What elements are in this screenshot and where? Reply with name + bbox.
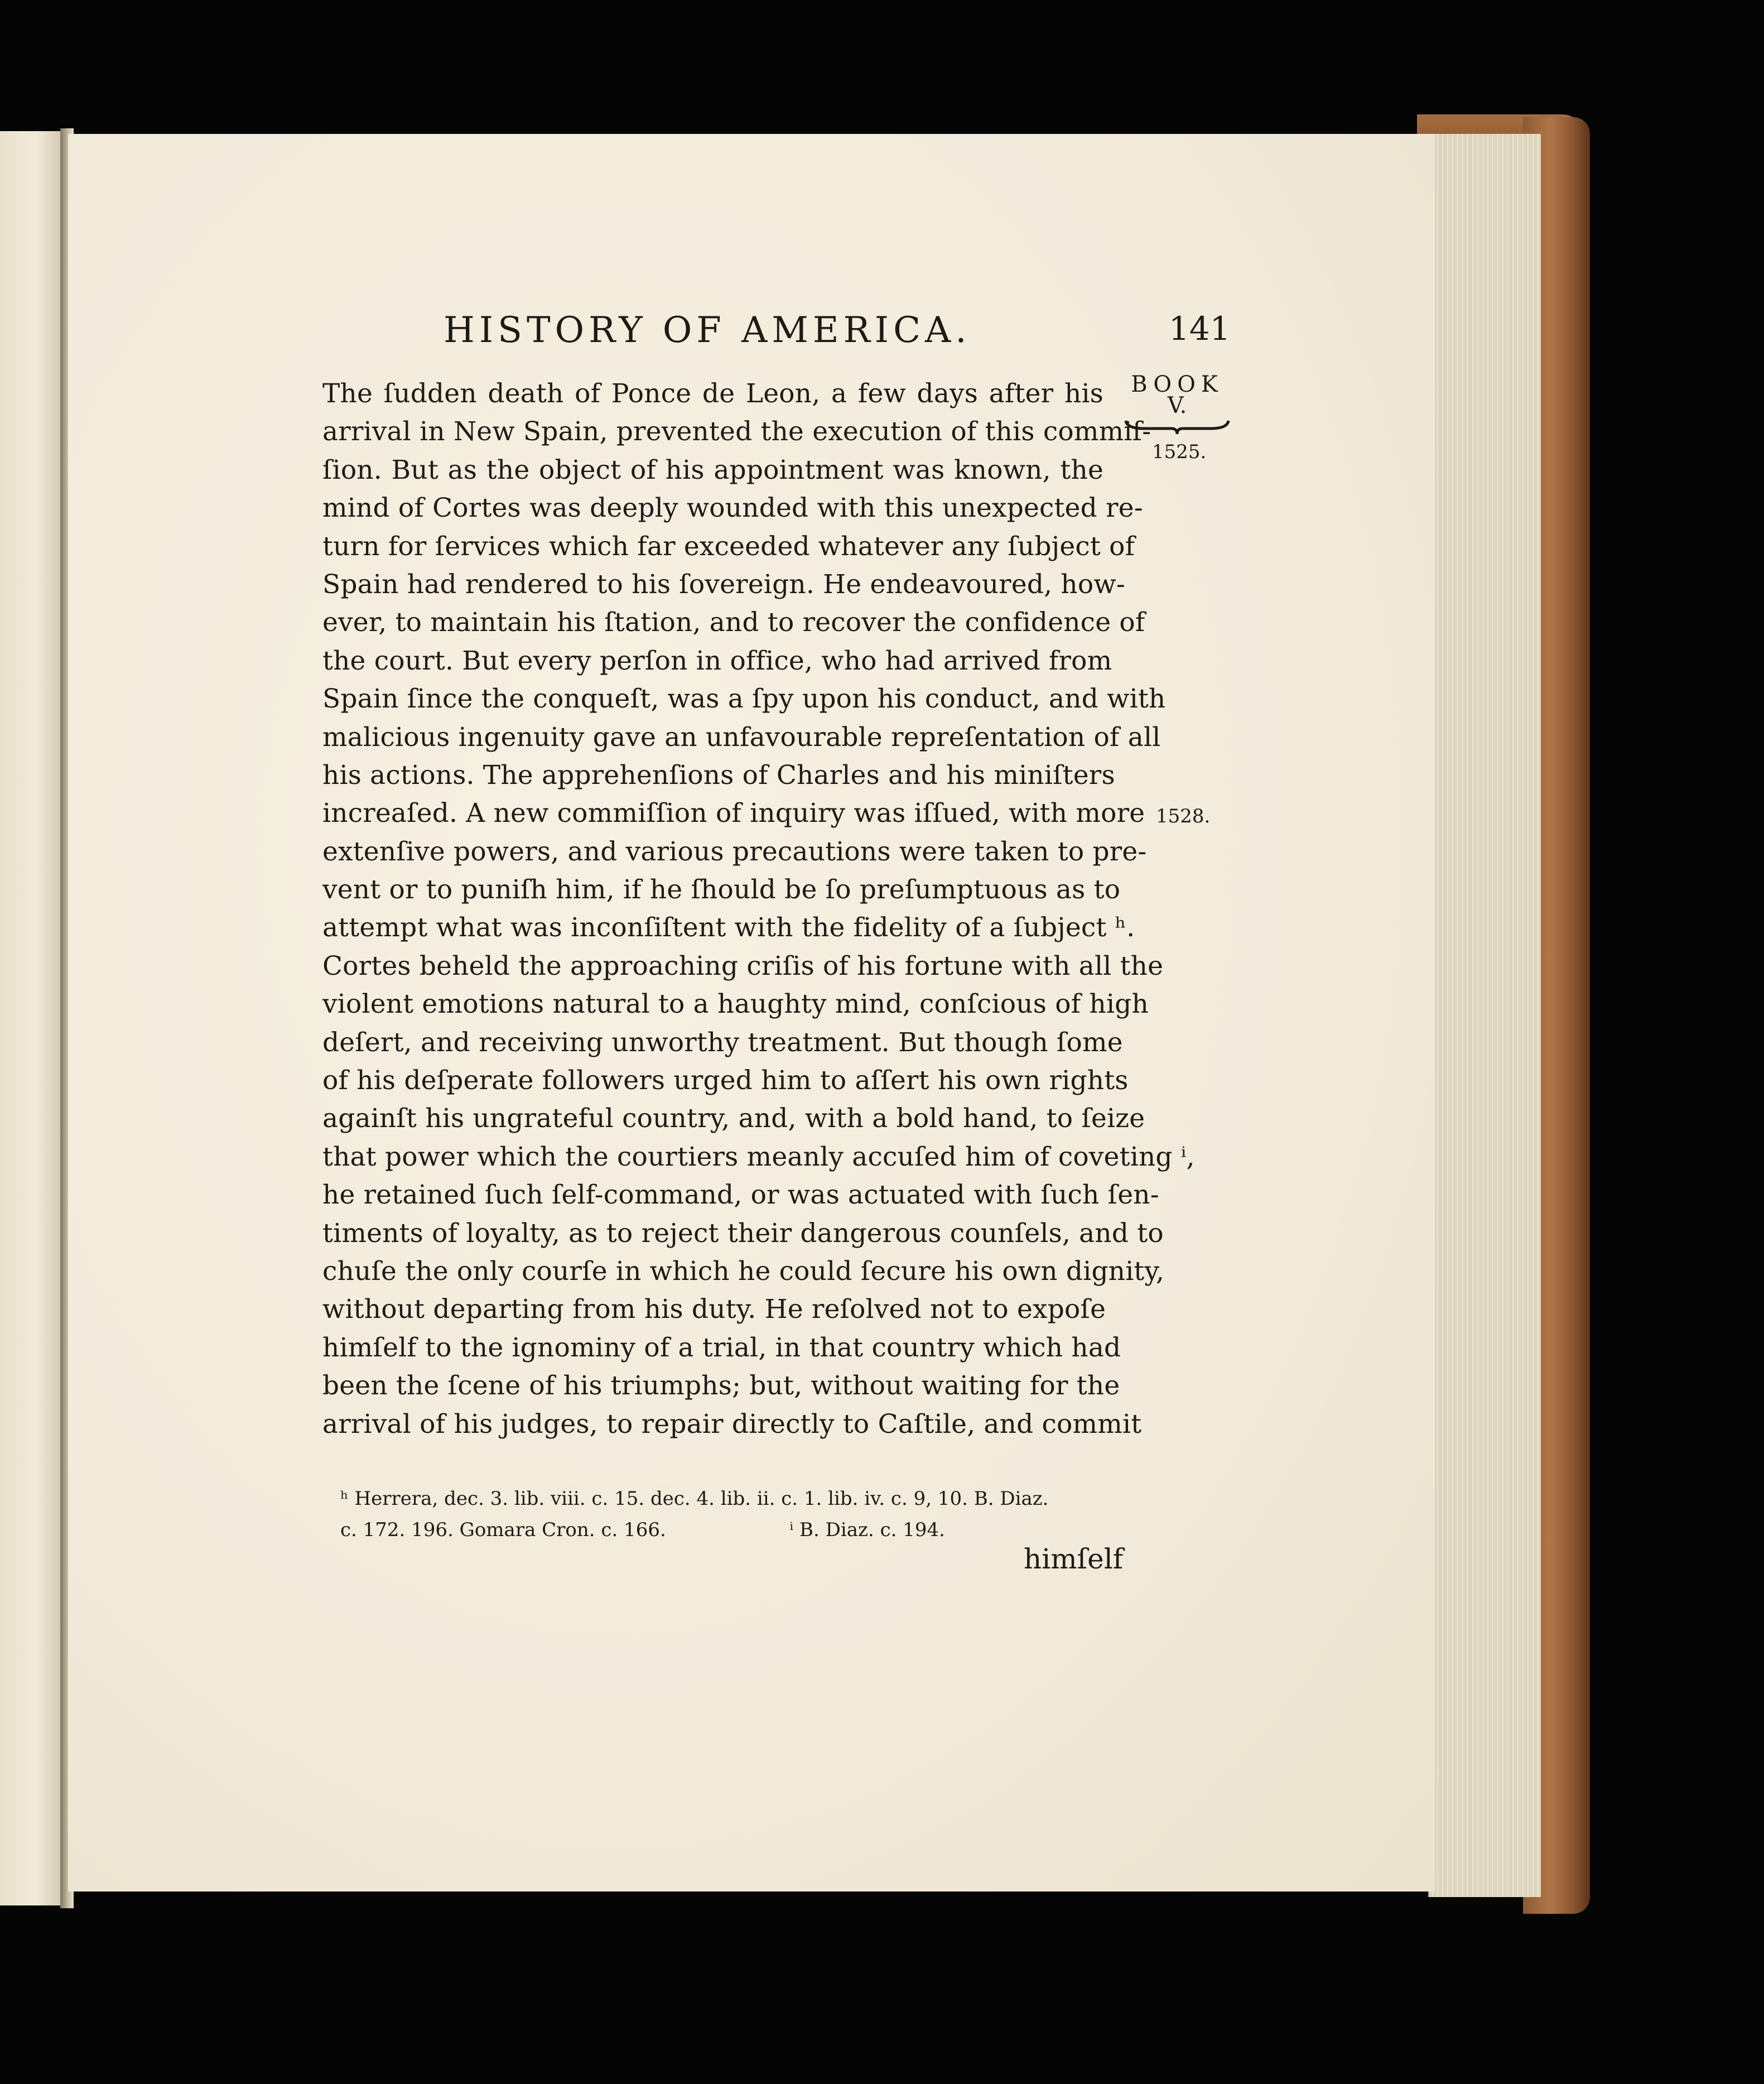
body-line: ſion. But as the object of his appointment was known, the xyxy=(322,454,1103,485)
footnote-line-2 xyxy=(340,1514,1121,1546)
body-line: vent or to puniſh him, if he ſhould be ſo preſumptuous as to xyxy=(322,874,1121,906)
body-line: againſt his ungrateful country, and, with a bold hand, to ſeize xyxy=(322,1103,1145,1134)
page-number: 141 xyxy=(1169,310,1231,348)
body-line: he retained ſuch ſelf-command, or was actuated with ſuch ſen- xyxy=(322,1180,1159,1211)
catchword: himſelf xyxy=(1024,1543,1124,1575)
body-line: without departing from his duty. He reſolved not to expoſe xyxy=(322,1294,1106,1325)
body-line: The ſudden death of Ponce de Leon, a few days after his xyxy=(322,378,1103,409)
footnote-h-continued: c. 172. 196. Gomara Cron. c. 166. xyxy=(340,1519,666,1541)
body-line: deſert, and receiving unworthy treatment. But though ſome xyxy=(322,1027,1123,1058)
body-line: been the ſcene of his triumphs; but, without waiting for the xyxy=(322,1370,1120,1402)
footnote-i: ⁱ B. Diaz. c. 194. xyxy=(789,1519,945,1541)
body-line: timents of loyalty, as to reject their dangerous counſels, and to xyxy=(322,1217,1164,1249)
body-line: himſelf to the ignominy of a trial, in that country which had xyxy=(322,1332,1121,1363)
margin-book-number: V. xyxy=(1167,393,1187,418)
body-line: the court. But every perſon in office, who had arrived from xyxy=(322,645,1112,676)
footnotes xyxy=(340,1483,1121,1546)
body-line: that power which the courtiers meanly accuſed him of coveting ⁱ, xyxy=(322,1141,1195,1172)
body-line: arrival of his judges, to repair directly to Caſtile, and commit xyxy=(322,1408,1142,1440)
running-head: HISTORY OF AMERICA. xyxy=(444,310,971,351)
body-line: increaſed. A new commiſſion of inquiry was iſſued, with more xyxy=(322,798,1145,829)
page-fore-edge xyxy=(1428,134,1541,1897)
body-line: attempt what was inconſiſtent with the fidelity of a ſubject ʰ. xyxy=(322,912,1135,944)
body-line: malicious ingenuity gave an unfavourable repreſentation of all xyxy=(322,721,1161,753)
body-line: violent emotions natural to a haughty mind, conſcious of high xyxy=(322,989,1149,1020)
left-page-edge xyxy=(0,131,67,1905)
body-line: chuſe the only courſe in which he could ſecure his own dignity, xyxy=(322,1255,1165,1287)
body-line: extenſive powers, and various precautions were taken to pre- xyxy=(322,836,1147,867)
margin-year-1528: 1528. xyxy=(1156,805,1211,827)
body-line: Spain ſince the conqueſt, was a ſpy upon his conduct, and with xyxy=(322,684,1166,715)
footnote-h: ʰ Herrera, dec. 3. lib. viii. c. 15. dec. 4. lib. ii. c. 1. lib. iv. c. 9, 10. B. Diaz. xyxy=(340,1488,1049,1510)
body-line: turn for ſervices which far exceeded whatever any ſubject of xyxy=(322,531,1135,562)
body-line: Cortes beheld the approaching criſis of his fortune with all the xyxy=(322,950,1164,981)
body-line: ever, to maintain his ſtation, and to recover the confidence of xyxy=(322,607,1145,638)
margin-book-label: BOOK xyxy=(1131,372,1223,397)
body-line: Spain had rendered to his ſovereign. He endeavoured, how- xyxy=(322,569,1125,600)
margin-year-1525: 1525. xyxy=(1152,441,1207,463)
body-line: of his deſperate followers urged him to aſſert his own rights xyxy=(322,1065,1129,1096)
body-line: arrival in New Spain, prevented the execution of this commiſ- xyxy=(322,416,1151,447)
body-line: his actions. The apprehenſions of Charles and his miniſters xyxy=(322,759,1115,791)
body-line: mind of Cortes was deeply wounded with this unexpected re- xyxy=(322,493,1143,524)
